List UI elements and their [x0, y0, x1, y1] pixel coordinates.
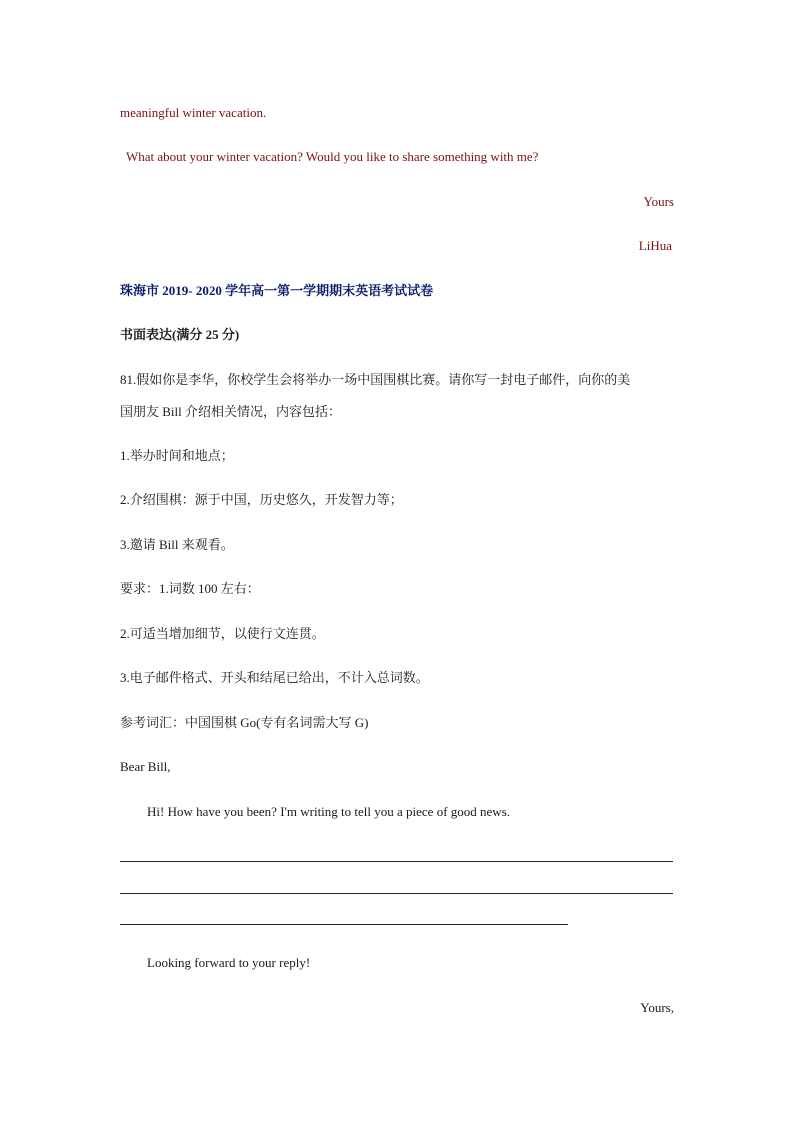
answer-line [120, 893, 673, 894]
answer-line [120, 924, 568, 925]
requirement-1: 要求：1.词数 100 左右： [120, 581, 260, 596]
prompt-line-2: 国朋友 Bill 介绍相关情况，内容包括： [120, 404, 342, 419]
content-point-3: 3.邀请 Bill 来观看。 [120, 537, 234, 552]
letter-line-meaningful: meaningful winter vacation. [120, 105, 267, 120]
email-sign-off: Yours, [640, 1000, 674, 1015]
content-point-1: 1.举办时间和地点； [120, 448, 234, 463]
email-closing-line: Looking forward to your reply! [147, 955, 311, 970]
reference-vocabulary: 参考词汇：中国围棋 Go(专有名词需大写 G) [120, 715, 369, 730]
content-point-2: 2.介绍围棋：源于中国，历史悠久，开发智力等； [120, 492, 403, 507]
letter-signature: LiHua [638, 238, 672, 253]
email-opening: Hi! How have you been? I'm writing to tell you a piece of good news. [147, 804, 510, 819]
section-heading: 书面表达(满分 25 分) [120, 327, 240, 342]
exam-title: 珠海市 2019- 2020 学年高一第一学期期末英语考试试卷 [120, 283, 434, 298]
letter-line-question: What about your winter vacation? Would you like to share something with me? [126, 149, 539, 164]
prompt-line-1: 81.假如你是李华，你校学生会将举办一场中国围棋比赛。请你写一封电子邮件，向你的美 [120, 372, 631, 387]
email-salutation: Bear Bill, [120, 759, 171, 774]
letter-closing: Yours [643, 194, 674, 209]
requirement-2: 2.可适当增加细节，以使行文连贯。 [120, 626, 325, 641]
answer-line [120, 861, 673, 862]
requirement-3: 3.电子邮件格式、开头和结尾已给出，不计入总词数。 [120, 670, 429, 685]
